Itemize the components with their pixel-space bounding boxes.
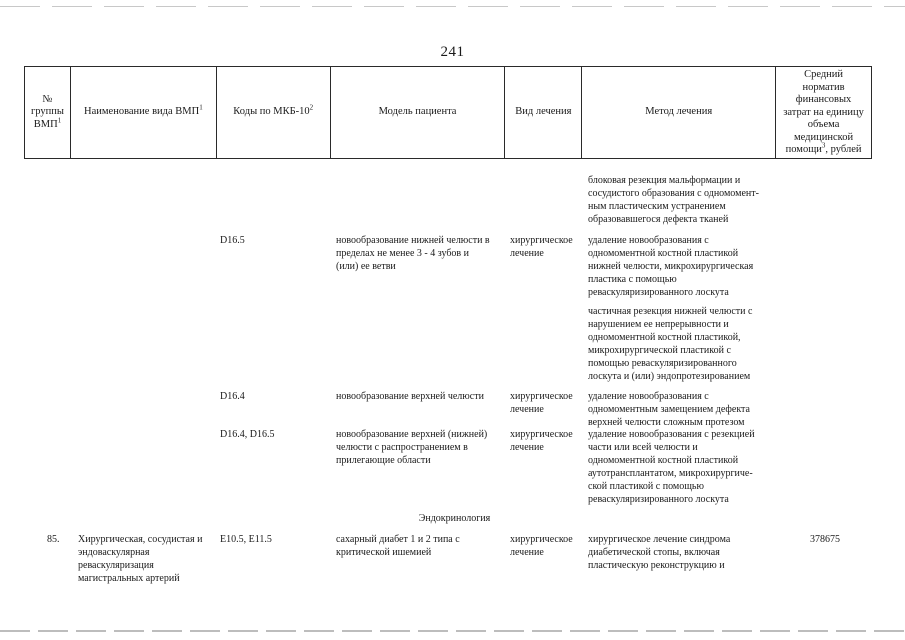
- table-row-method: удаление новообразования с одномоментным замещением дефекта верхней челюсти сложным протезом: [588, 391, 750, 428]
- header-treatment-type: Вид лечения: [505, 67, 582, 158]
- table-row-model: новообразование верхней (нижней) челюсти с распространением в прилегающие области: [336, 429, 488, 466]
- row-85-cost: 378675: [810, 534, 840, 545]
- section-title: Эндокринология: [418, 513, 491, 524]
- scan-edge-bottom: [0, 630, 905, 632]
- table-row-method: удаление новообразования с одномоментной костной пластикой нижней челюсти, микрохирургическая пластика с помощью реваскуляризированного лоскута: [588, 235, 754, 298]
- table-row-code: D16.4: [220, 391, 245, 402]
- header-vmp-name: Наименование вида ВМП$^1$: [71, 67, 217, 158]
- row-85-model: сахарный диабет 1 и 2 типа с критической ишемией: [336, 534, 460, 558]
- row-85-name: Хирургическая, сосудистая и эндоваскулярная реваскуляризация магистральных артерий: [78, 534, 203, 584]
- table-row-model: новообразование верхней челюсти: [336, 391, 484, 402]
- header-cost: Средний норматив финансовых затрат на единицу объема медицинской помощи$^3$, рублей: [776, 67, 872, 158]
- row-85-type: хирургическое лечение: [510, 534, 573, 558]
- row-85-number: 85.: [47, 534, 60, 545]
- table-row-type: хирургическое лечение: [510, 429, 573, 453]
- scan-edge-top: [0, 6, 905, 7]
- table-row-code: D16.5: [220, 235, 245, 246]
- table-row-type: хирургическое лечение: [510, 391, 573, 415]
- header-patient-model: Модель пациента: [331, 67, 506, 158]
- table-row-method: частичная резекция нижней челюсти с нарушением ее непрерывности и одномоментной костной пластикой, микрохирургической пластикой с помощью реваскуляризированного лоскута и (или) эндопротезированием: [588, 306, 753, 382]
- page-number: 241: [440, 44, 465, 60]
- table-header: [24, 66, 872, 159]
- table-row-method: блоковая резекция мальформации и сосудистого образования с одномомент- ным пластическим устранением образовавшегося дефекта тканей: [588, 175, 759, 225]
- header-icd-codes: Коды по МКБ-$10^2$: [217, 67, 331, 158]
- table-row-method: удаление новообразования с резекцией части или всей челюсти и одномоментной костной пластикой аутотрансплантатом, микрохирургиче- ской пластикой с помощью реваскуляризированного лоскута: [588, 429, 755, 505]
- table-row-code: D16.4, D16.5: [220, 429, 275, 440]
- table-row-model: новообразование нижней челюсти в пределах не менее 3 - 4 зубов и (или) ее ветви: [336, 235, 490, 272]
- header-treatment-method: Метод лечения: [582, 67, 776, 158]
- row-85-code: E10.5, E11.5: [220, 534, 272, 545]
- header-group-number: № группы ВМП$^1$: [25, 67, 71, 158]
- row-85-method: хирургическое лечение синдрома диабетической стопы, включая пластическую реконструкцию и: [588, 534, 731, 571]
- table-row-type: хирургическое лечение: [510, 235, 573, 259]
